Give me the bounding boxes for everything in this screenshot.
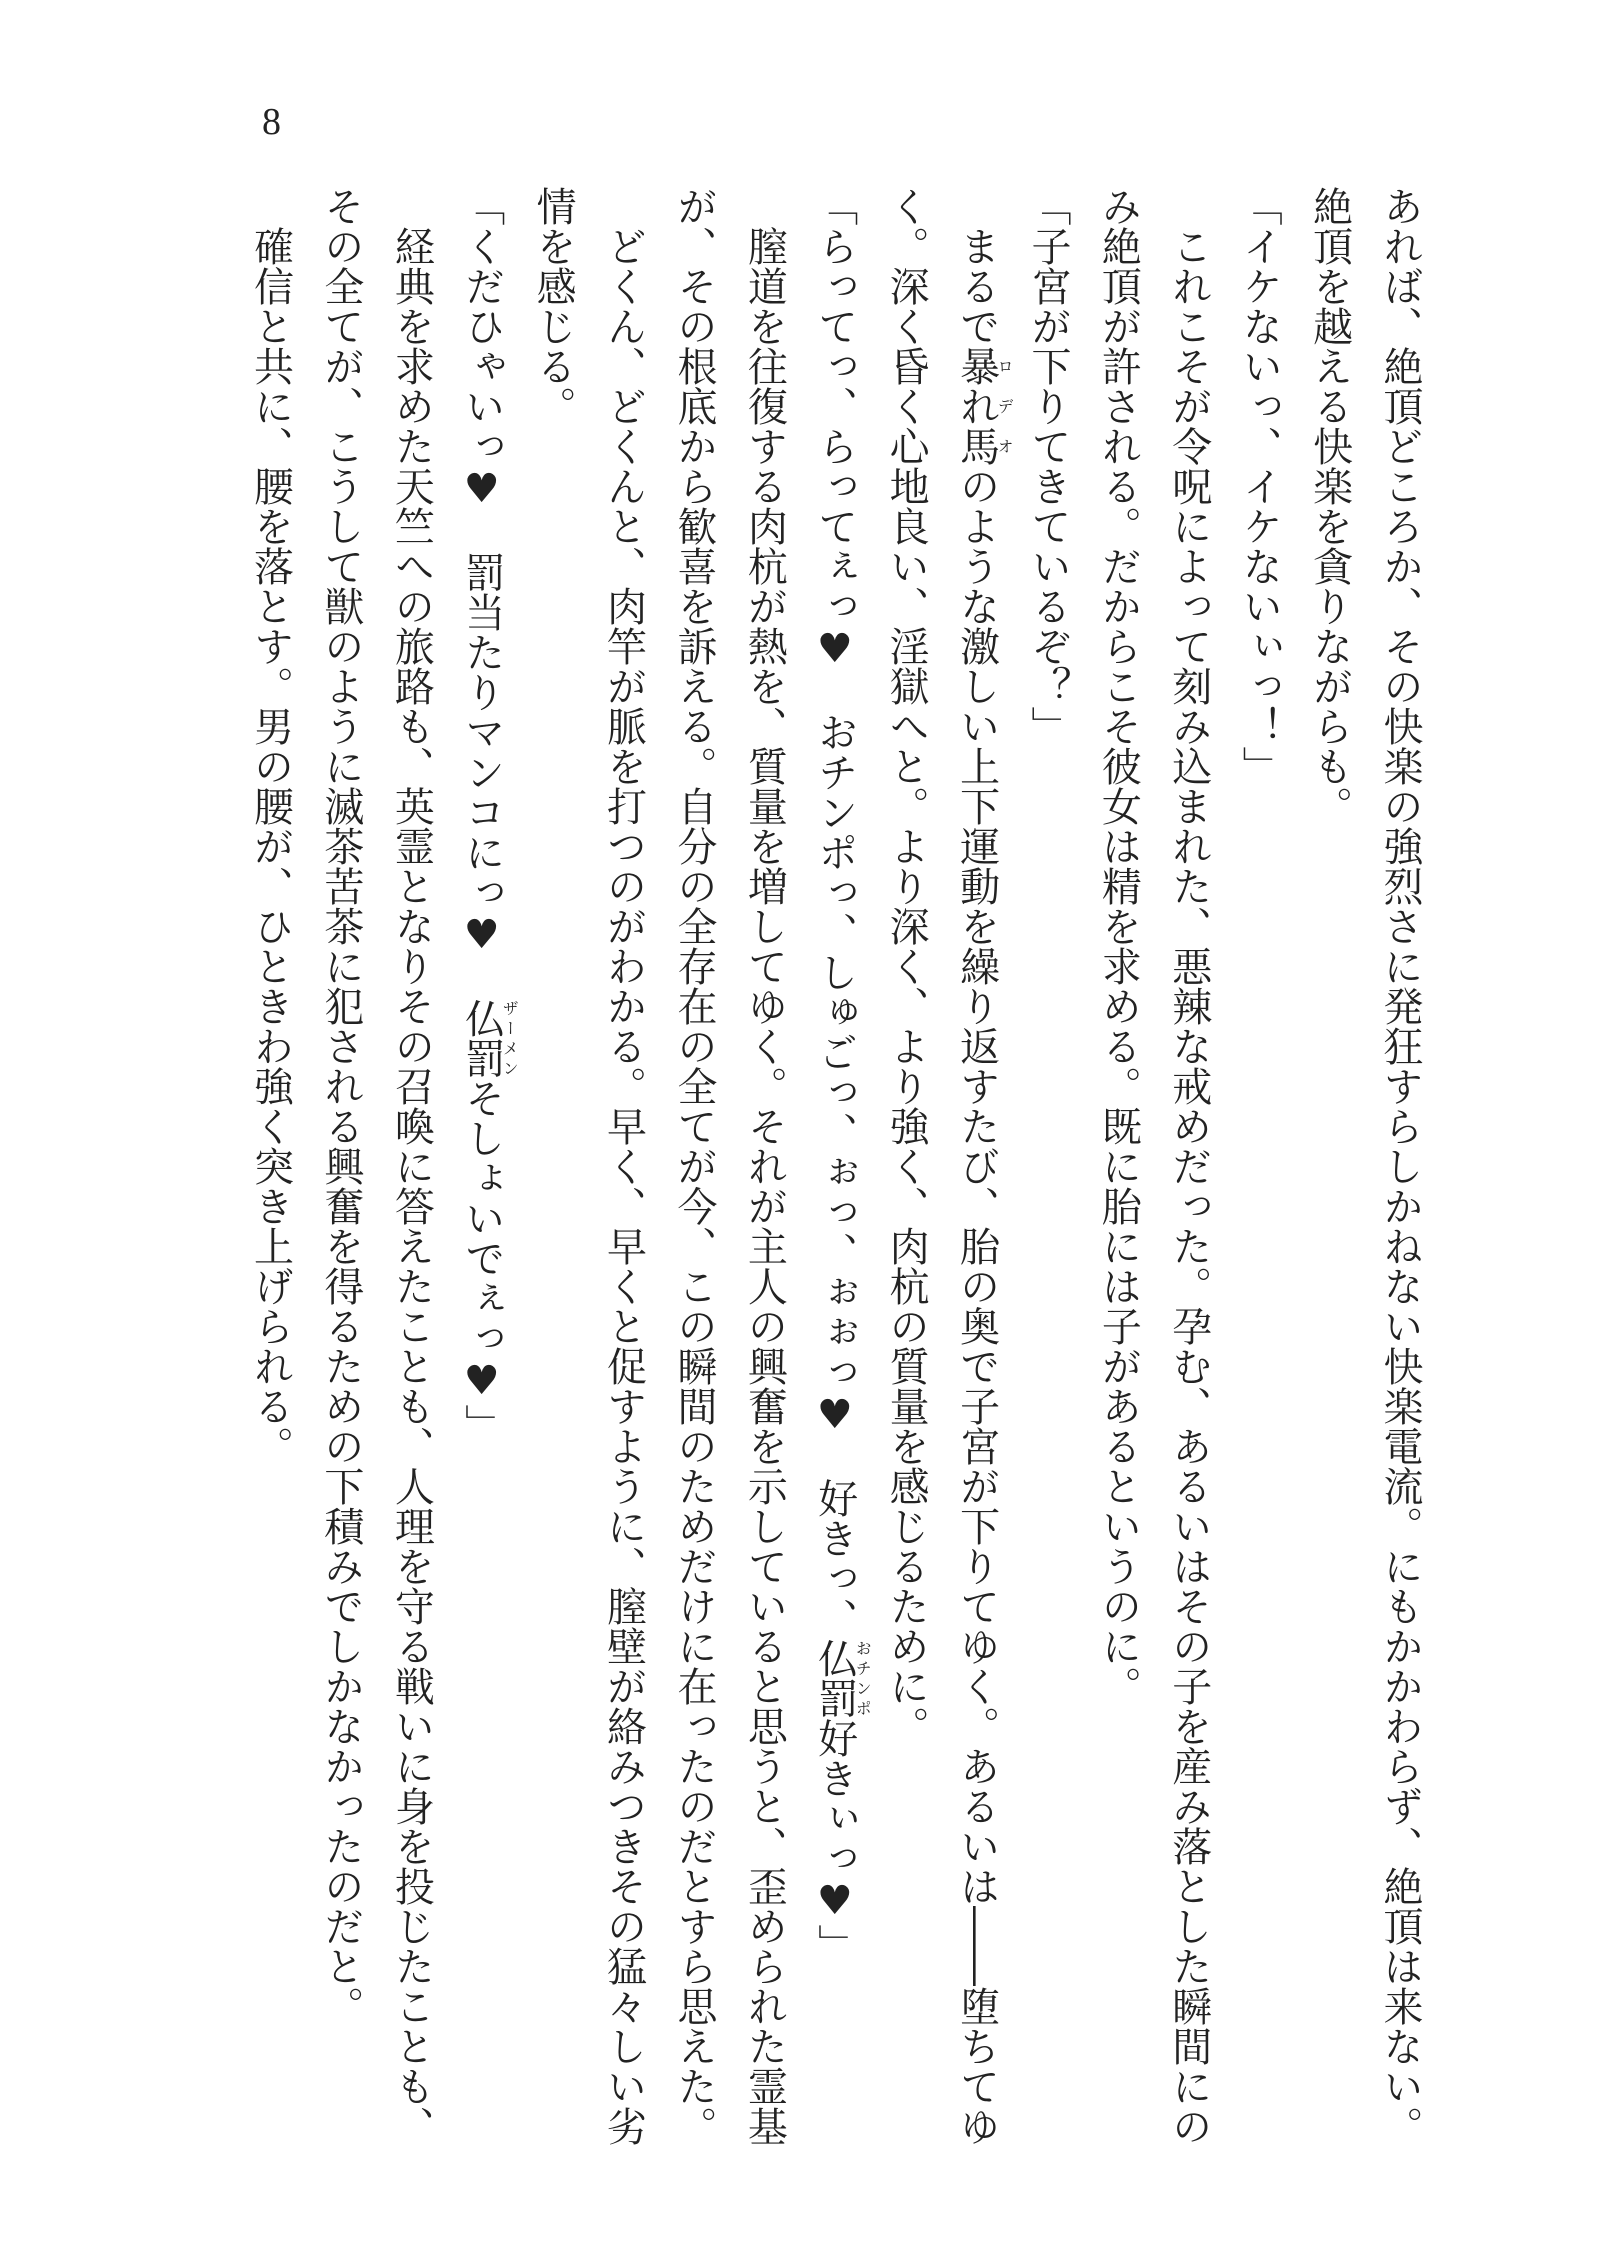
body-text (235, 186, 1435, 2146)
text-column (588, 186, 658, 2146)
text-segment: 確信と共に、腰を落とす。男の腰が、ひときわ強く突き上げられる。 (247, 186, 294, 1466)
text-segment: 「子宮が下りてきているぞ？」 (1024, 186, 1071, 746)
text-segment: そしょいでぇっ♥」 (458, 1078, 505, 1444)
text-segment: 「イケないっ、イケないぃっ！」 (1236, 186, 1283, 786)
text-column (799, 186, 873, 2116)
text-segment: 経典を求めた天竺への旅路も、英霊となりその召喚に答えたことも、人理を守る戦いに身を投じたことも、 (388, 186, 435, 2146)
text-column (871, 186, 941, 2116)
ruby-annotation: ザーメン (500, 998, 520, 1078)
text-segment: み絶頂が許される。だからこそ彼女は精を求める。既に胎には子があるというのに。 (1095, 186, 1142, 1706)
text-segment: これこそが令呪によって刻み込まれた、悪辣な戒めだった。孕む、あるいはその子を産み落とした瞬間にの (1165, 186, 1212, 2146)
text-segment: あれば、絶頂どころか、その快楽の強烈さに発狂すらしかねない快楽電流。にもかかわらず、絶頂は来ない。 (1377, 186, 1423, 2146)
text-column (1294, 186, 1364, 2116)
page-number: 8 (262, 101, 281, 143)
text-column (376, 186, 446, 2146)
text-column (1224, 186, 1294, 2116)
text-segment: 「くだひゃいっ♥ 罰当たりマンコにっ♥ (458, 186, 505, 998)
text-segment: まるで (953, 186, 1000, 346)
text-segment: どくん、どくんと、肉竿が脈を打つのがわかる。早く、早くと促すように、膣壁が絡みつきその猛々しい劣 (600, 186, 647, 2146)
text-column (659, 186, 729, 2146)
text-segment: 「らってっ、らってぇっ♥ おチンポっ、しゅごっ、ぉっ、ぉぉっ♥ 好きっ、 (811, 186, 858, 1638)
text-column (235, 186, 305, 2116)
ruby-word (811, 1638, 873, 1718)
ruby-base: 仏罰 (811, 1638, 858, 1718)
ruby-base: 暴れ馬 (953, 346, 1000, 466)
text-column (446, 186, 520, 2116)
text-segment: その全てが、こうして獣のように滅茶苦茶に犯される興奮を得るための下積みでしかなかったのだと。 (317, 186, 364, 2026)
text-column (941, 186, 1015, 2146)
text-column (1013, 186, 1083, 2116)
text-column (729, 186, 799, 2146)
ruby-annotation: ロデオ (995, 346, 1015, 466)
text-segment: 膣道を往復する肉杭が熱を、質量を増してゆく。それが主人の興奮を示していると思うと、歪められた霊基 (741, 186, 788, 2146)
text-segment: が、その根底から歓喜を訴える。自分の全存在の全てが今、この瞬間のためだけに在ったのだとすら思えた。 (670, 186, 717, 2146)
text-column (1083, 186, 1153, 2116)
text-column (1365, 186, 1435, 2146)
ruby-annotation: おチンポ (853, 1638, 873, 1718)
ruby-word (953, 346, 1015, 466)
text-column (1153, 186, 1223, 2146)
text-segment: く。深く昏く心地良い、淫獄へと。より深く、より強く、肉杭の質量を感じるために。 (883, 186, 930, 1746)
text-segment: 好きぃっ♥」 (811, 1718, 858, 1964)
text-column (306, 186, 376, 2116)
text-segment: 情を感じる。 (530, 186, 577, 426)
text-segment: のような激しい上下運動を繰り返すたび、胎の奥で子宮が下りてゆく。あるいは――堕ちてゆ (953, 466, 1000, 2146)
ruby-word (458, 998, 520, 1078)
text-segment: 絶頂を越える快楽を貪りながらも。 (1306, 186, 1353, 826)
ruby-base: 仏罰 (458, 998, 505, 1078)
text-column (518, 186, 588, 2116)
